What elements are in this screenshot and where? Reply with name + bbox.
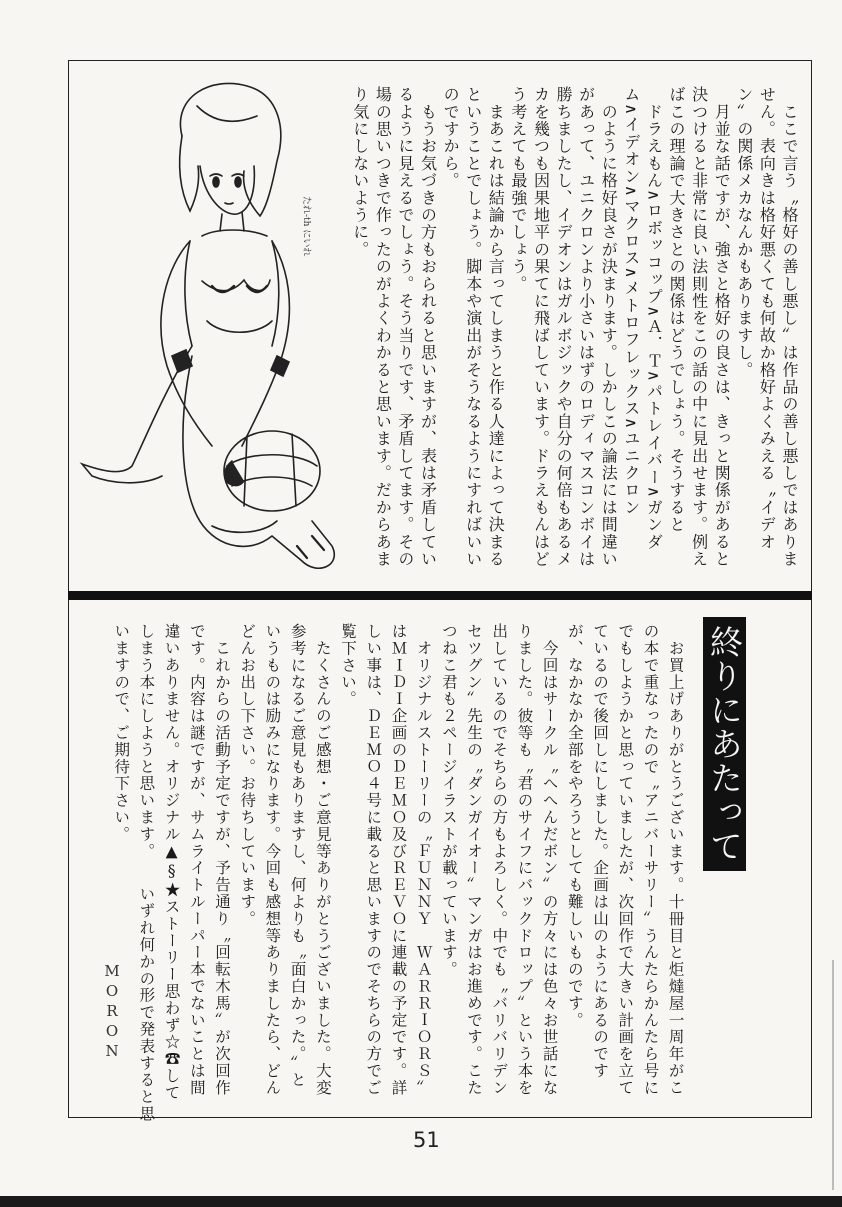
- text-column: せん。表向きは格好悪くても何故か格好よくみえる〝イデオ: [757, 86, 777, 551]
- afterword-title: 終りにあたって: [703, 617, 746, 871]
- text-column: ているので後回しにしました。企画は山のようにあるのです: [591, 623, 610, 1080]
- text-column: カを幾つも因果地平の果てに飛ばしています。ドラえもんはど: [531, 86, 551, 568]
- text-column: セツグン〟先生の〝ダンガイオー〟マンガはお進めです。こた: [465, 623, 484, 1097]
- text-column: のですから。: [441, 86, 461, 190]
- text-column: が、なかなか全部をやろうとしても難しいものです。: [565, 623, 584, 1029]
- text-column: 覧下さい。: [339, 623, 358, 708]
- illustration-kneeling-girl-with-helmet: [72, 66, 352, 586]
- text-column: いうものは励みになります。今回も感想等ありましたら、どん: [263, 623, 282, 1097]
- page-number: 51: [413, 1128, 440, 1152]
- text-column: これからの活動予定ですが、予告通り〝回転木馬〟が次回作: [213, 623, 232, 1097]
- text-column: ム∧イデオン∧マクロス∧メトロフレックス∧ユニクロン: [621, 86, 641, 517]
- text-column: はＭＩＤＩ企画のＤＥＭＯ及びＲＥＶＯに連載の予定です。詳: [389, 623, 408, 1097]
- text-column: の本で重なったので〝アニバーサリー〟うんたらかんたら号に: [641, 623, 660, 1097]
- text-column: オリジナルストーリーの〝ＦＵＮＮＹ ＷＡＲＲＩＯＲＳ〟: [414, 623, 433, 1097]
- scan-bottom-edge: [0, 1196, 842, 1207]
- text-column: るように見えるでしょう。そう当りです、矛盾してます。その: [395, 86, 415, 568]
- text-column: りました。彼等も〝君のサイフにバックドロップ〟という本を: [515, 623, 534, 1097]
- text-column: もうお気づきの方もおられると思いますが、表は矛盾してい: [418, 86, 438, 568]
- afterword-text: [108, 623, 688, 1123]
- text-column: です。内容は謎ですが、サムライトルーパー本でないことは間: [187, 623, 206, 1097]
- text-column: お買上げありがとうございます。十冊目と炬燵屋一周年がこ: [666, 623, 685, 1097]
- author-signature: MORON: [103, 962, 121, 1062]
- text-column: 参考になるご意見もありますし、何よりも〝面白かった。〟と: [288, 623, 307, 1089]
- text-column: でもしようかと思っていましたが、次回作で大きい計画を立て: [616, 623, 635, 1097]
- text-column: ばこの理論で大きさとの関係はどうでしょう。そうすると: [667, 86, 687, 534]
- text-column: う考えても最強でしょう。: [508, 86, 528, 293]
- text-column: 月並な話ですが、強さと格好の良さは、きっと関係があると: [712, 86, 732, 568]
- text-column: 場の思いつきで作ったのがよくわかると思います。だからあま: [373, 86, 393, 568]
- text-column: 違いありません。オリジナル▲§★ストーリー思わず☆☎して: [162, 623, 181, 1102]
- text-column: があって、ユニクロンより小さいはずのロディマスコンボイは: [576, 86, 596, 568]
- illustration-signature: たれ-th にいれ: [301, 196, 311, 257]
- text-column: 勝ちましたし、イデオンはガルボジックや自分の何倍もあるメ: [554, 86, 574, 568]
- text-column: いますので、ご期待下さい。: [112, 623, 131, 843]
- text-column: ということでしょう。脚本や演出がそうなるようにすればいい: [463, 86, 483, 568]
- scan-edge-line: [832, 960, 834, 1190]
- text-column: しい事は、ＤＥＭＯ４号に載ると思いますのでそちらの方でご: [364, 623, 383, 1097]
- text-column: 今回はサークル〝へへんだボン〟の方々には色々お世話にな: [540, 623, 559, 1097]
- text-column: まあこれは結論から言ってしまうと作る人達によって決まる: [486, 86, 506, 568]
- section-divider: [68, 591, 812, 600]
- top-article-text: [348, 86, 800, 576]
- text-column: 出しているのでそちらの方もよろしく。中でも〝バリバリデン: [490, 623, 509, 1097]
- text-column: ン〟の関係メカなんかもありますし。: [734, 86, 754, 379]
- text-column: つねこ君も２ページイラストが載っています。: [439, 623, 458, 978]
- text-column: り気にしないように。: [350, 86, 370, 258]
- text-column: ここで言う〝格好の善し悪し〟は作品の善し悪しではありま: [780, 86, 799, 568]
- text-column: のように格好良さが決まります。しかしこの論法には間違い: [599, 86, 619, 568]
- text-column: 決つけると非常に良い法則性をこの話の中に見出せます。例え: [689, 86, 709, 568]
- text-column: たくさんのご感想・ご意見等ありがとうございました。大変: [313, 623, 332, 1097]
- text-column: ドラえもん∧ロボッコップ∧Ａ．Ｔ∧パトレイバー∧ガンダ: [644, 86, 664, 551]
- text-column: どんお出し下さい。お待ちしています。: [238, 623, 257, 928]
- text-column: しまう本にしようと思います。 いずれ何かの形で発表すると思: [137, 623, 156, 1123]
